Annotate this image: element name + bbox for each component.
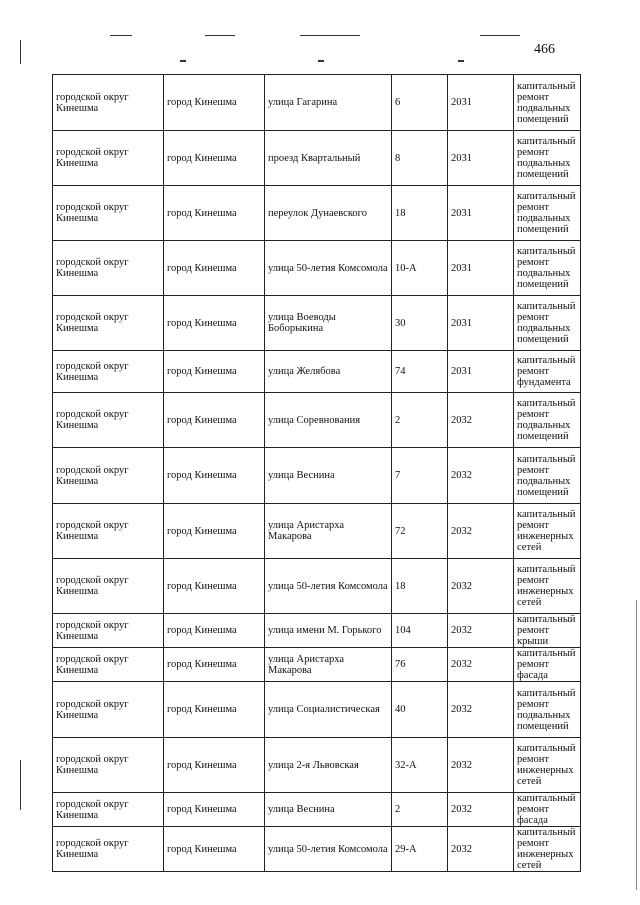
- house-number-cell: 72: [392, 504, 448, 559]
- street-cell: улица Желябова: [265, 351, 392, 393]
- city-cell: город Кинешма: [164, 648, 265, 682]
- house-number-cell: 76: [392, 648, 448, 682]
- city-cell: город Кинешма: [164, 793, 265, 827]
- scan-mark: [205, 35, 235, 36]
- street-cell: улица Аристарха Макарова: [265, 648, 392, 682]
- district-cell: городской округ Кинешма: [53, 648, 164, 682]
- district-cell: городской округ Кинешма: [53, 186, 164, 241]
- street-cell: улица Соревнования: [265, 393, 392, 448]
- city-cell: город Кинешма: [164, 131, 265, 186]
- district-cell: городской округ Кинешма: [53, 241, 164, 296]
- year-cell: 2032: [448, 648, 514, 682]
- scan-mark: [318, 60, 324, 62]
- house-number-cell: 29-А: [392, 827, 448, 872]
- table-row: [53, 738, 581, 793]
- work-type-cell: капитальный ремонт фасада: [514, 793, 581, 827]
- city-cell: город Кинешма: [164, 559, 265, 614]
- table-row: [53, 559, 581, 614]
- district-cell: городской округ Кинешма: [53, 738, 164, 793]
- address-table: [52, 74, 581, 872]
- work-type-cell: капитальный ремонт фасада: [514, 648, 581, 682]
- table-row: [53, 131, 581, 186]
- city-cell: город Кинешма: [164, 296, 265, 351]
- street-cell: улица Аристарха Макарова: [265, 504, 392, 559]
- city-cell: город Кинешма: [164, 614, 265, 648]
- table-row: [53, 614, 581, 648]
- street-cell: улица Воеводы Боборыкина: [265, 296, 392, 351]
- city-cell: город Кинешма: [164, 504, 265, 559]
- district-cell: городской округ Кинешма: [53, 827, 164, 872]
- scan-mark: [480, 35, 520, 36]
- work-type-cell: капитальный ремонт инженерных сетей: [514, 504, 581, 559]
- year-cell: 2031: [448, 186, 514, 241]
- district-cell: городской округ Кинешма: [53, 559, 164, 614]
- table-row: [53, 393, 581, 448]
- district-cell: городской округ Кинешма: [53, 504, 164, 559]
- district-cell: городской округ Кинешма: [53, 351, 164, 393]
- house-number-cell: 10-А: [392, 241, 448, 296]
- city-cell: город Кинешма: [164, 351, 265, 393]
- city-cell: город Кинешма: [164, 827, 265, 872]
- work-type-cell: капитальный ремонт подвальных помещений: [514, 186, 581, 241]
- district-cell: городской округ Кинешма: [53, 448, 164, 504]
- work-type-cell: капитальный ремонт подвальных помещений: [514, 75, 581, 131]
- street-cell: улица 2-я Львовская: [265, 738, 392, 793]
- year-cell: 2031: [448, 241, 514, 296]
- table-row: [53, 448, 581, 504]
- district-cell: городской округ Кинешма: [53, 614, 164, 648]
- work-type-cell: капитальный ремонт инженерных сетей: [514, 827, 581, 872]
- year-cell: 2032: [448, 738, 514, 793]
- city-cell: город Кинешма: [164, 393, 265, 448]
- work-type-cell: капитальный ремонт инженерных сетей: [514, 559, 581, 614]
- city-cell: город Кинешма: [164, 241, 265, 296]
- work-type-cell: капитальный ремонт подвальных помещений: [514, 241, 581, 296]
- scan-mark: [20, 40, 21, 64]
- house-number-cell: 6: [392, 75, 448, 131]
- street-cell: улица имени М. Горького: [265, 614, 392, 648]
- table-row: [53, 682, 581, 738]
- house-number-cell: 2: [392, 793, 448, 827]
- table-row: [53, 793, 581, 827]
- work-type-cell: капитальный ремонт подвальных помещений: [514, 448, 581, 504]
- table-row: [53, 351, 581, 393]
- work-type-cell: капитальный ремонт фундамента: [514, 351, 581, 393]
- district-cell: городской округ Кинешма: [53, 296, 164, 351]
- house-number-cell: 74: [392, 351, 448, 393]
- house-number-cell: 32-А: [392, 738, 448, 793]
- house-number-cell: 18: [392, 559, 448, 614]
- year-cell: 2031: [448, 351, 514, 393]
- district-cell: городской округ Кинешма: [53, 393, 164, 448]
- city-cell: город Кинешма: [164, 738, 265, 793]
- year-cell: 2032: [448, 682, 514, 738]
- district-cell: городской округ Кинешма: [53, 793, 164, 827]
- house-number-cell: 2: [392, 393, 448, 448]
- table-row: [53, 241, 581, 296]
- house-number-cell: 18: [392, 186, 448, 241]
- house-number-cell: 30: [392, 296, 448, 351]
- scan-mark: [458, 60, 464, 62]
- work-type-cell: капитальный ремонт подвальных помещений: [514, 682, 581, 738]
- street-cell: улица Социалистическая: [265, 682, 392, 738]
- city-cell: город Кинешма: [164, 186, 265, 241]
- house-number-cell: 8: [392, 131, 448, 186]
- street-cell: переулок Дунаевского: [265, 186, 392, 241]
- scan-mark: [636, 600, 637, 890]
- district-cell: городской округ Кинешма: [53, 131, 164, 186]
- district-cell: городской округ Кинешма: [53, 682, 164, 738]
- table-row: [53, 504, 581, 559]
- work-type-cell: капитальный ремонт подвальных помещений: [514, 393, 581, 448]
- table-row: [53, 648, 581, 682]
- city-cell: город Кинешма: [164, 682, 265, 738]
- work-type-cell: капитальный ремонт подвальных помещений: [514, 131, 581, 186]
- year-cell: 2032: [448, 559, 514, 614]
- year-cell: 2032: [448, 448, 514, 504]
- district-cell: городской округ Кинешма: [53, 75, 164, 131]
- year-cell: 2031: [448, 75, 514, 131]
- street-cell: улица 50-летия Комсомола: [265, 827, 392, 872]
- street-cell: улица 50-летия Комсомола: [265, 559, 392, 614]
- scan-mark: [110, 35, 132, 36]
- work-type-cell: капитальный ремонт подвальных помещений: [514, 296, 581, 351]
- year-cell: 2032: [448, 827, 514, 872]
- house-number-cell: 104: [392, 614, 448, 648]
- work-type-cell: капитальный ремонт крыши: [514, 614, 581, 648]
- table-row: [53, 296, 581, 351]
- street-cell: улица Веснина: [265, 448, 392, 504]
- scan-mark: [20, 760, 21, 810]
- table-row: [53, 75, 581, 131]
- street-cell: улица Веснина: [265, 793, 392, 827]
- scan-mark: [180, 60, 186, 62]
- year-cell: 2032: [448, 504, 514, 559]
- street-cell: проезд Квартальный: [265, 131, 392, 186]
- city-cell: город Кинешма: [164, 75, 265, 131]
- year-cell: 2031: [448, 296, 514, 351]
- house-number-cell: 40: [392, 682, 448, 738]
- table-row: [53, 827, 581, 872]
- street-cell: улица Гагарина: [265, 75, 392, 131]
- year-cell: 2031: [448, 131, 514, 186]
- year-cell: 2032: [448, 793, 514, 827]
- year-cell: 2032: [448, 614, 514, 648]
- city-cell: город Кинешма: [164, 448, 265, 504]
- work-type-cell: капитальный ремонт инженерных сетей: [514, 738, 581, 793]
- year-cell: 2032: [448, 393, 514, 448]
- scan-mark: [300, 35, 360, 36]
- table-row: [53, 186, 581, 241]
- house-number-cell: 7: [392, 448, 448, 504]
- page-number: 466: [534, 42, 555, 57]
- street-cell: улица 50-летия Комсомола: [265, 241, 392, 296]
